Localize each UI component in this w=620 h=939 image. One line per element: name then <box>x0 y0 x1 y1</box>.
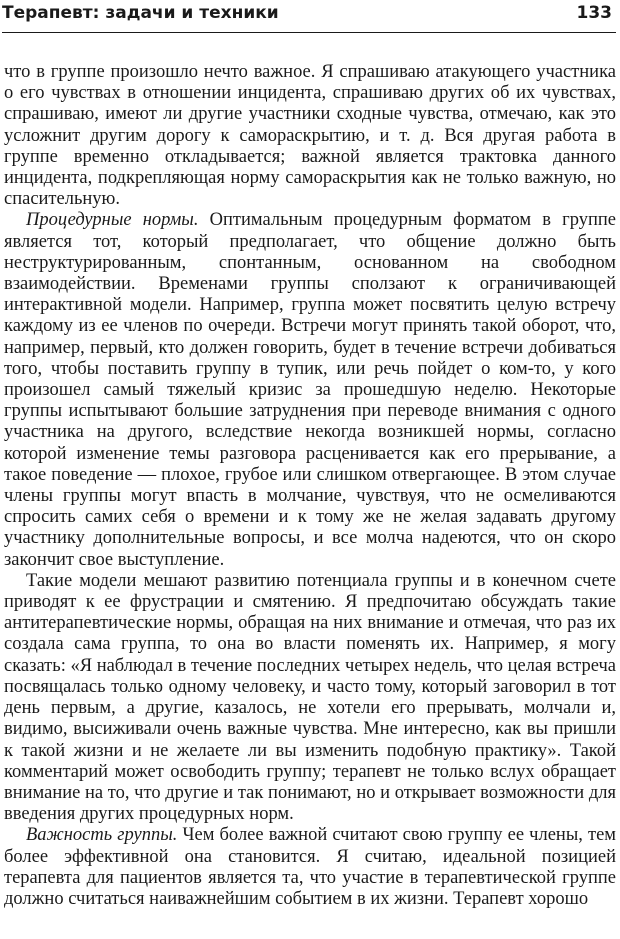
paragraph-models <box>4 571 616 825</box>
paragraph-lead-heading: Важность группы. <box>26 825 178 846</box>
paragraph-procedural-norms <box>4 210 616 570</box>
page-number: 133 <box>576 3 612 23</box>
paragraph-text: что в группе произошло нечто важное. Я спрашиваю атакующего участника о его чувствах в отношении инцидента, спрашиваю других об их чувствах, спрашиваю, имеют ли другие участники сходные чувства, отмечаю, как это усложнит другим дорогу к самораскрытию, и т. д. Вся другая работа в группе временно откладывается; важной является трактовка данного инцидента, подкрепляющая норму самораскрытия как не только важную, но спасительную. <box>4 62 616 210</box>
paragraph-group-importance <box>4 825 616 910</box>
chapter-title: Терапевт: задачи и техники <box>2 3 279 23</box>
paragraph-text: Чем более важной считают свою группу ее члены, тем более эффективной она становится. Я считаю, идеальной позицией терапевта для пациентов является та, что участие в терапевтической группе должно считаться наиважнейшим событием в их жизни. Терапевт хорошо <box>4 825 616 909</box>
paragraph-text: Такие модели мешают развитию потенциала группы и в конечном счете приводят к ее фрустрации и смятению. Я предпочитаю обсуждать такие антитерапевтические нормы, обращая на них внимание и отмечая, что раз их создала сама группа, то она во власти поменять их. Например, я могу сказать: «Я наблюдал в течение последних четырех недель, что целая встреча посвящалась только одному человеку, и часто тому, который заговорил в тот день первым, а другие, казалось, не хотели его прерывать, молчали и, видимо, высиживали очень важные чувства. Мне интересно, как вы пришли к такой жизни и не желаете ли вы изменить подобную практику». Такой комментарий может освободить группу; терапевт не только вслух обращает внимание на то, что другие и так понимают, но и открывает возможности для введения других процедурных норм. <box>4 570 616 825</box>
body-text <box>4 62 616 910</box>
paragraph-text: Оптимальным процедурным форматом в группе является тот, который предполагает, что общение должно быть неструктурированным, спонтанным, основанном на свободном взаимодействии. Временами группы сползают к ограничивающей интерактивной модели. Например, группа может посвятить целую встречу каждому из ее членов по очереди. Встречи могут принять такой оборот, что, например, первый, кто должен говорить, будет в течение встречи добиваться того, чтобы поставить группу в тупик, или речь пойдет о ком-то, у кого произошел самый тяжелый кризис за прошедшую неделю. Некоторые группы испытывают большие затруднения при переводе внимания с одного участника на другого, вследствие некогда возникшей нормы, согласно которой изменение темы разговора расценивается как его прерывание, а такое поведение — плохое, грубое или слишком отвергающее. В этом случае члены группы могут впасть в молчание, чувствуя, что не осмеливаются спросить самих себя о времени и к тому же не желая задавать другому участнику дополнительные вопросы, и все молча надеются, что он скоро закончит свое выступление. <box>4 210 616 570</box>
running-header <box>2 2 616 33</box>
paragraph-continuation <box>4 62 616 210</box>
paragraph-lead-heading: Процедурные нормы. <box>26 210 199 231</box>
